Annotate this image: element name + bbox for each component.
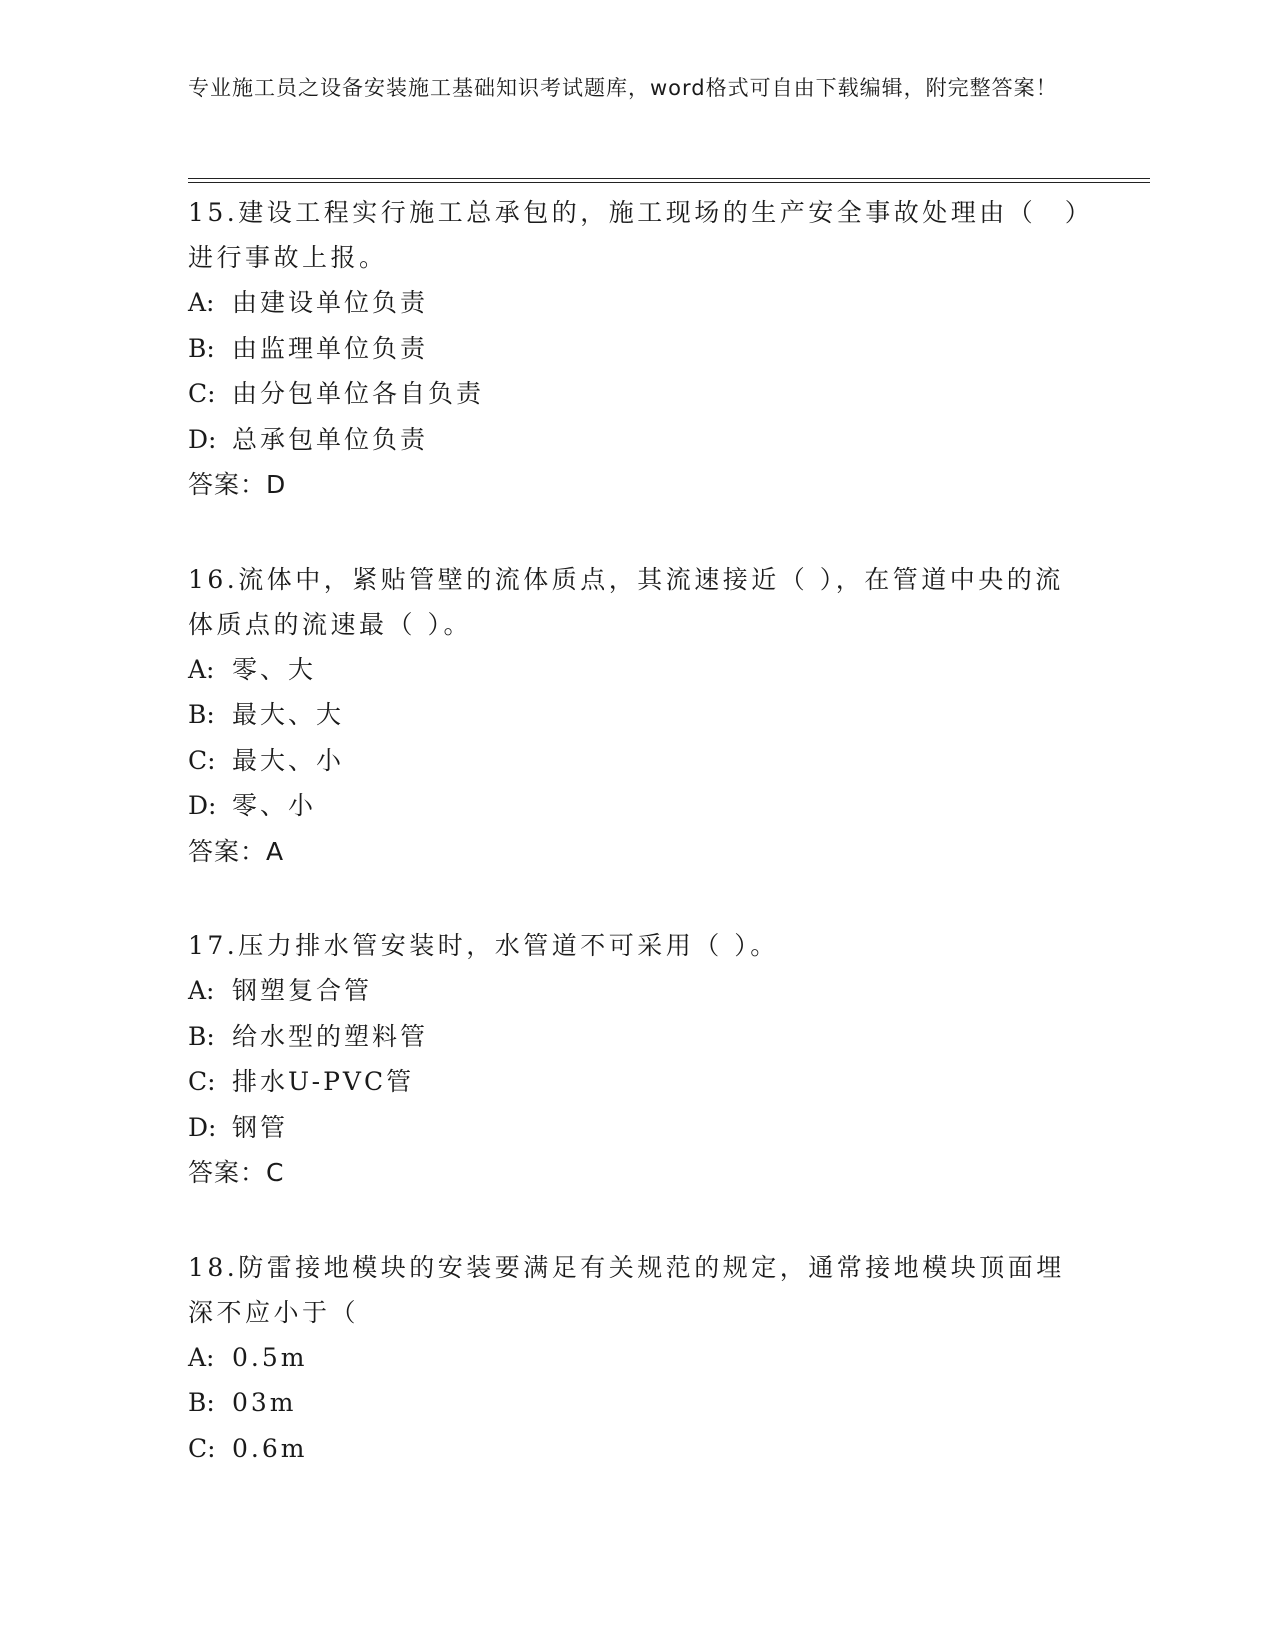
option-letter: D: bbox=[188, 424, 217, 454]
option-b bbox=[188, 1380, 1088, 1426]
option-text: 03m bbox=[232, 1388, 297, 1417]
option-text: 由监理单位负责 bbox=[232, 333, 429, 363]
question-17 bbox=[188, 923, 1088, 1196]
option-letter: C: bbox=[188, 745, 216, 775]
answer-line: 答案：A bbox=[188, 836, 285, 866]
option-b bbox=[188, 326, 1088, 372]
option-letter: B: bbox=[188, 1021, 215, 1051]
answer-line: 答案：D bbox=[188, 470, 287, 499]
option-c bbox=[188, 1426, 1088, 1472]
option-letter: A: bbox=[188, 976, 215, 1005]
option-b bbox=[188, 692, 1088, 738]
question-15 bbox=[188, 190, 1088, 508]
option-a bbox=[188, 1335, 1088, 1381]
option-b bbox=[188, 1014, 1088, 1060]
question-stem: 16.流体中，紧贴管壁的流体质点，其流速接近（ ），在管道中央的流体质点的流速最（ ）。 bbox=[188, 564, 1064, 639]
option-d bbox=[188, 1105, 1088, 1151]
option-letter: A: bbox=[188, 288, 215, 317]
option-text: 零、小 bbox=[232, 791, 317, 820]
option-d bbox=[188, 417, 1088, 463]
option-c bbox=[188, 738, 1088, 784]
option-letter: C: bbox=[188, 1067, 216, 1096]
option-d bbox=[188, 783, 1088, 829]
option-letter: D: bbox=[188, 1112, 217, 1142]
option-letter: B: bbox=[188, 1388, 215, 1417]
option-letter: B: bbox=[188, 700, 215, 729]
answer-line: 答案：C bbox=[188, 1158, 285, 1187]
option-text: 由建设单位负责 bbox=[232, 288, 429, 317]
question-stem: 15.建设工程实行施工总承包的，施工现场的生产安全事故处理由（ ）进行事故上报。 bbox=[188, 198, 1081, 272]
question-stem: 17.压力排水管安装时，水管道不可采用（ ）。 bbox=[188, 931, 779, 960]
option-a bbox=[188, 280, 1088, 326]
option-letter: C: bbox=[188, 1433, 216, 1463]
option-text: 最大、大 bbox=[232, 700, 345, 729]
question-18 bbox=[188, 1245, 1088, 1472]
option-letter: A: bbox=[188, 1342, 215, 1372]
header-divider-bottom bbox=[188, 182, 1150, 183]
option-letter: B: bbox=[188, 333, 215, 363]
question-16 bbox=[188, 557, 1088, 875]
option-text: 零、大 bbox=[232, 654, 317, 684]
question-stem: 18.防雷接地模块的安装要满足有关规范的规定，通常接地模块顶面埋深不应小于（ bbox=[188, 1252, 1065, 1327]
document-header: 专业施工员之设备安装施工基础知识考试题库，word格式可自由下载编辑，附完整答案！ bbox=[188, 76, 1058, 100]
option-text: 由分包单位各自负责 bbox=[232, 379, 485, 408]
option-text: 0.5m bbox=[232, 1342, 308, 1372]
option-letter: C: bbox=[188, 379, 216, 408]
option-letter: A: bbox=[188, 654, 215, 684]
option-text: 总承包单位负责 bbox=[232, 424, 429, 454]
option-text: 钢塑复合管 bbox=[232, 976, 373, 1005]
option-text: 排水U-PVC管 bbox=[232, 1067, 415, 1096]
header-divider-top bbox=[188, 178, 1150, 179]
option-c bbox=[188, 1059, 1088, 1105]
option-c bbox=[188, 371, 1088, 417]
option-letter: D: bbox=[188, 791, 217, 820]
option-a bbox=[188, 647, 1088, 693]
option-text: 钢管 bbox=[232, 1112, 289, 1142]
question-list bbox=[188, 190, 1088, 1520]
option-text: 给水型的塑料管 bbox=[232, 1021, 429, 1051]
option-text: 0.6m bbox=[232, 1433, 308, 1463]
option-text: 最大、小 bbox=[232, 745, 345, 775]
option-a bbox=[188, 968, 1088, 1014]
